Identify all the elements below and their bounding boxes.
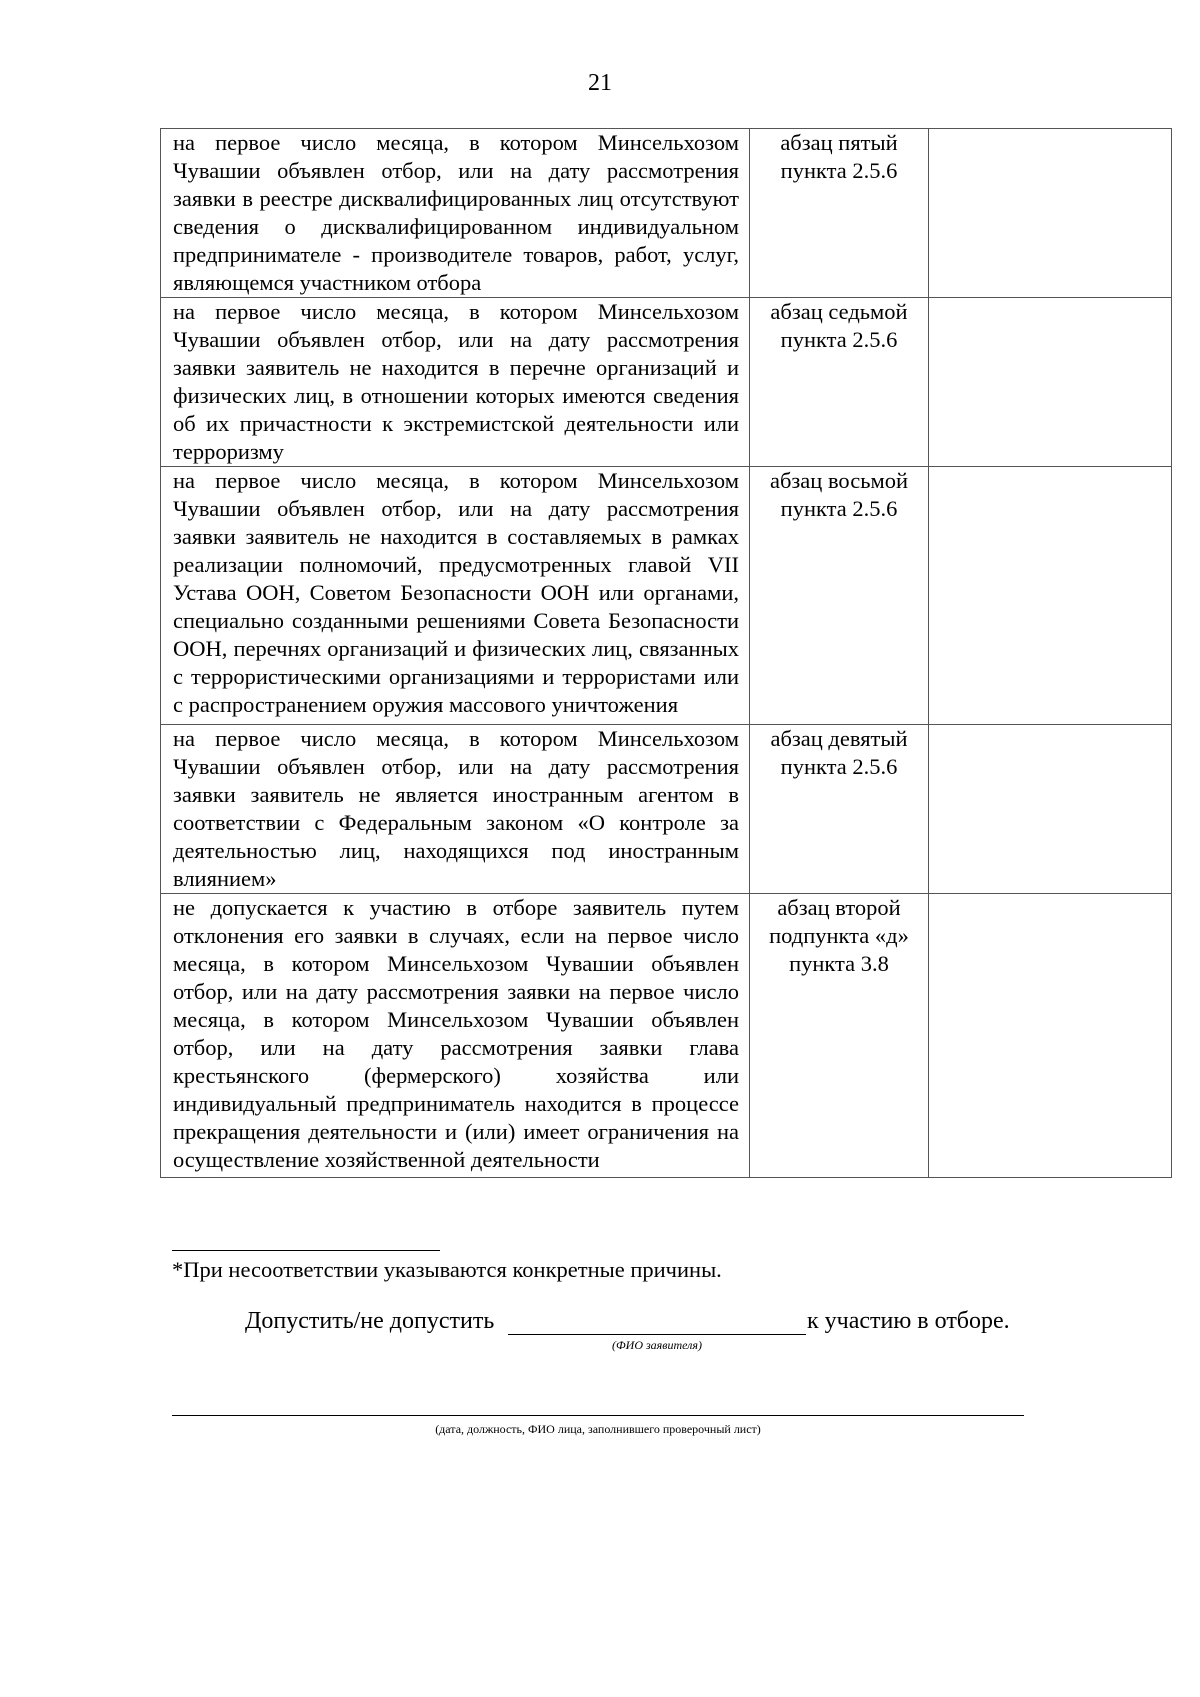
footnote-separator bbox=[172, 1250, 440, 1251]
admit-tail-text: к участию в отборе. bbox=[807, 1308, 1010, 1334]
table-row bbox=[161, 129, 1172, 298]
applicant-name-blank[interactable] bbox=[508, 1334, 806, 1335]
table-row bbox=[161, 894, 1172, 1178]
table-row bbox=[161, 298, 1172, 467]
table-row bbox=[161, 467, 1172, 725]
signature-caption: (дата, должность, ФИО лица, заполнившего проверочный лист) bbox=[435, 1422, 761, 1436]
requirement-cell: не допускается к участию в отборе заявитель путем отклонения его заявки в случаях, если на первое число месяца, в котором Минсельхозом Чувашии объявлен отбор, или на дату рассмотрения заявки на первое число месяца, в котором Минсельхозом Чувашии объявлен отбор, или на дату рассмотрения заявки глава крестьянского (фермерского) хозяйства или индивидуальный предприниматель находится в процессе прекращения деятельности и (или) имеет ограничения на осуществление хозяйственной деятельности bbox=[161, 894, 750, 1178]
footnote: *При несоответствии указываются конкретные причины. bbox=[172, 1257, 722, 1282]
mark-cell bbox=[929, 894, 1172, 1178]
admit-lead-text: Допустить/не допустить bbox=[245, 1308, 495, 1334]
reference-cell: абзац второй подпункта «д» пункта 3.8 bbox=[750, 894, 929, 1178]
reference-cell: абзац девятый пункта 2.5.6 bbox=[750, 725, 929, 894]
table-row bbox=[161, 725, 1172, 894]
signature-blank[interactable] bbox=[172, 1415, 1024, 1416]
mark-cell bbox=[929, 725, 1172, 894]
mark-cell bbox=[929, 129, 1172, 298]
reference-cell: абзац седьмой пункта 2.5.6 bbox=[750, 298, 929, 467]
checklist-table bbox=[160, 128, 1172, 1178]
requirement-cell: на первое число месяца, в котором Минсельхозом Чувашии объявлен отбор, или на дату рассмотрения заявки заявитель не находится в составляемых в рамках реализации полномочий, предусмотренных главой VII Устава ООН, Советом Безопасности ООН или органами, специально созданными решениями Совета Безопасности ООН, перечнях организаций и физических лиц, связанных с террористическими организациями и террористами или с распространением оружия массового уничтожения bbox=[161, 467, 750, 725]
page-number: 21 bbox=[588, 70, 612, 96]
requirement-cell: на первое число месяца, в котором Минсельхозом Чувашии объявлен отбор, или на дату рассмотрения заявки заявитель не находится в перечне организаций и физических лиц, в отношении которых имеются сведения об их причастности к экстремистской деятельности или терроризму bbox=[161, 298, 750, 467]
requirement-cell: на первое число месяца, в котором Минсельхозом Чувашии объявлен отбор, или на дату рассмотрения заявки заявитель не является иностранным агентом в соответствии с Федеральным законом «О контроле за деятельностью лиц, находящихся под иностранным влиянием» bbox=[161, 725, 750, 894]
reference-cell: абзац пятый пункта 2.5.6 bbox=[750, 129, 929, 298]
mark-cell bbox=[929, 467, 1172, 725]
applicant-name-caption: (ФИО заявителя) bbox=[612, 1338, 702, 1352]
requirement-cell: на первое число месяца, в котором Минсельхозом Чувашии объявлен отбор, или на дату рассмотрения заявки в реестре дисквалифицированных лиц отсутствуют сведения о дисквалифицированном индивидуальном предпринимателе - производителе товаров, работ, услуг, являющемся участником отбора bbox=[161, 129, 750, 298]
mark-cell bbox=[929, 298, 1172, 467]
reference-cell: абзац восьмой пункта 2.5.6 bbox=[750, 467, 929, 725]
